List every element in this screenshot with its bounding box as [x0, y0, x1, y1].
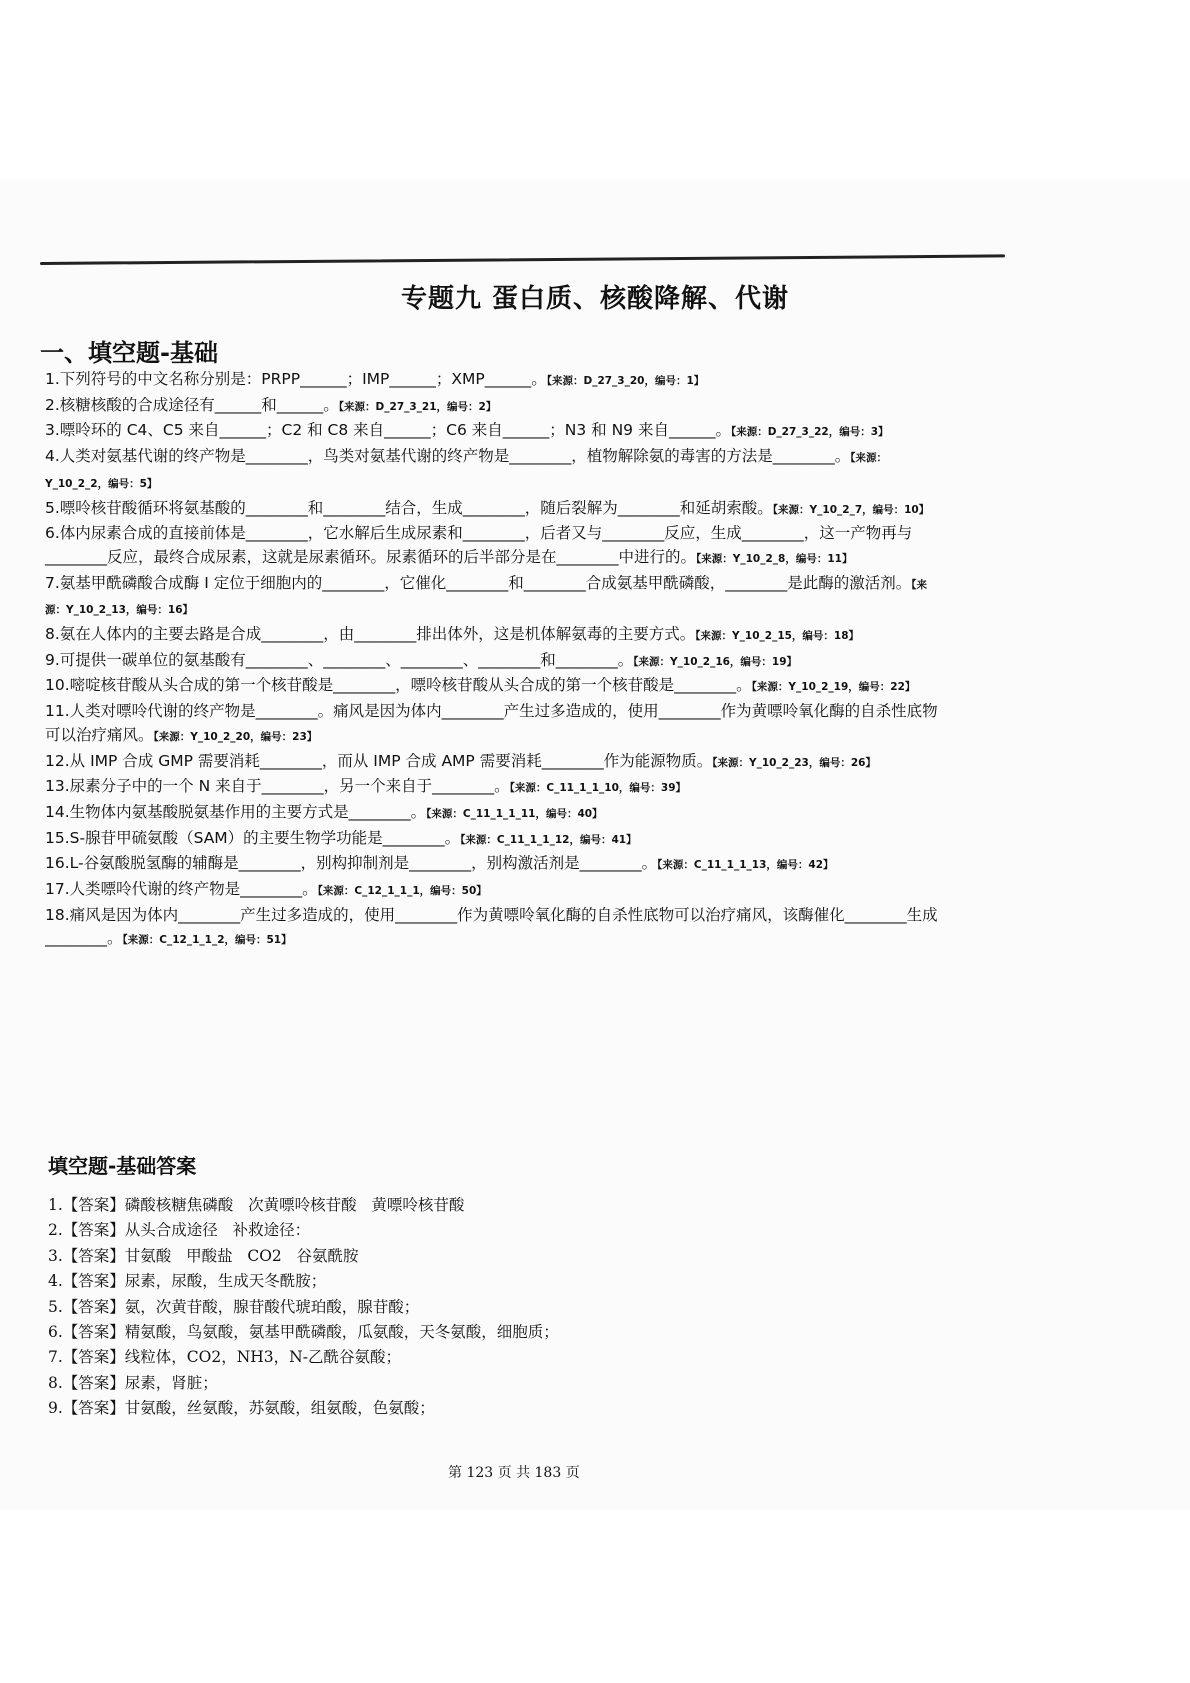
question-text: 14.生物体内氨基酸脱氨基作用的主要方式是________。 — [45, 802, 427, 821]
question-text: 3.嘌呤环的 C4、C5 来自______；C2 和 C8 来自______；C6 来自______；N3 和 N9 来自______。 — [45, 421, 731, 440]
answer-item: 9.【答案】甘氨酸，丝氨酸，苏氨酸，组氨酸，色氨酸； — [48, 1399, 435, 1418]
answer-item: 2.【答案】从头合成途径 补救途径： — [48, 1221, 311, 1240]
question-item — [45, 572, 943, 623]
question-text: 12.从 IMP 合成 GMP 需要消耗________，而从 IMP 合成 AMP 需要消耗________作为能源物质。 — [45, 751, 713, 770]
question-item — [45, 775, 943, 801]
question-source: 【来源：D_27_3_22，编号：3】 — [730, 426, 889, 439]
question-source: 【来源：D_27_3_20，编号：1】 — [546, 375, 705, 387]
page-title: 专题九 蛋白质、核酸降解、代谢 — [400, 284, 790, 314]
question-source: 【来源：C_11_1_1_12，编号：41】 — [460, 833, 637, 846]
question-text: 9.可提供一碳单位的氨基酸有________、________、________、________和________。 — [45, 650, 634, 669]
question-source: 【来源：C_12_1_1_1，编号：50】 — [317, 885, 487, 898]
question-item — [45, 419, 943, 445]
answer-item: 7.【答案】线粒体，CO2，NH3，N-乙酰谷氨酸； — [48, 1348, 401, 1367]
question-text: 17.人类嘌呤代谢的终产物是________。 — [45, 880, 318, 899]
question-text: 16.L-谷氨酸脱氢酶的辅酶是________，别构抑制剂是________，别构激活剂是________。 — [45, 854, 658, 873]
question-item — [45, 522, 943, 571]
question-item — [45, 801, 943, 827]
answer-item: 8.【答案】尿素，肾脏； — [48, 1373, 218, 1392]
question-source: 【来源：Y_10_2_20，编号：23】 — [153, 730, 318, 743]
answer-item: 4.【答案】尿素，尿酸，生成天冬酰胺； — [48, 1272, 327, 1291]
question-item — [45, 827, 943, 853]
answer-item: 3.【答案】甘氨酸 甲酸盐 CO2 谷氨酰胺 — [48, 1246, 359, 1265]
question-source: 【来源：Y_10_2_8，编号：11】 — [696, 552, 853, 565]
question-item — [45, 368, 943, 394]
question-item — [45, 623, 943, 649]
section-heading: 一、填空题-基础 — [40, 339, 218, 367]
question-source: 【来源：C_12_1_1_2，编号：51】 — [122, 934, 292, 947]
question-text: 4.人类对氨基代谢的终产物是________，鸟类对氨基代谢的终产物是________，植物解除氨的毒害的方法是________。 — [45, 447, 851, 466]
answer-item: 6.【答案】精氨酸，鸟氨酸，氨基甲酰磷酸，瓜氨酸，天冬氨酸，细胞质； — [48, 1323, 559, 1342]
question-source: 【来源：C_11_1_1_13，编号：42】 — [657, 859, 834, 872]
answers-heading: 填空题-基础答案 — [48, 1154, 197, 1178]
question-source: 【来源：Y_10_2_13，编号：16】 — [45, 578, 927, 617]
question-text: 10.嘧啶核苷酸从头合成的第一个核苷酸是________，嘌呤核苷酸从头合成的第一个核苷酸是________。 — [45, 676, 752, 695]
question-list — [45, 368, 943, 953]
page-footer: 第 123 页 共 183 页 — [448, 1465, 580, 1481]
question-source: 【来源：Y_10_2_23，编号：26】 — [712, 756, 876, 769]
question-text: 2.核糖核酸的合成途径有______和______。 — [45, 395, 339, 414]
answer-item: 5.【答案】氨，次黄苷酸，腺苷酸代琥珀酸，腺苷酸； — [48, 1297, 420, 1316]
question-source: 【来源：Y_10_2_19，编号：22】 — [751, 681, 916, 694]
answer-list — [48, 1193, 559, 1422]
question-source: 【来源：Y_10_2_2，编号：5】 — [45, 452, 888, 490]
question-text: 7.氨基甲酰磷酸合成酶 I 定位于细胞内的________，它催化________和________合成氨基甲酰磷酸，________是此酶的激活剂。 — [45, 573, 912, 592]
question-text: 6.体内尿素合成的直接前体是________，它水解后生成尿素和________，后者又与________反应，生成________，这一产物再与________反应，最终合成尿素，这就是尿素循环。尿素循环的后半部分是在________中进行的。 — [45, 524, 913, 566]
question-text: 5.嘌呤核苷酸循环将氨基酸的________和________结合，生成________，随后裂解为________和延胡索酸。 — [45, 498, 773, 517]
question-item — [45, 649, 943, 675]
question-source: 【来源：C_11_1_1_10，编号：39】 — [509, 782, 687, 795]
question-source: 【来源：Y_10_2_7，编号：10】 — [772, 503, 930, 516]
question-item — [45, 750, 943, 776]
question-item — [45, 904, 943, 953]
question-source: 【来源：Y_10_2_15，编号：18】 — [695, 630, 860, 643]
question-item — [45, 852, 943, 878]
question-item — [45, 878, 943, 904]
question-text: 11.人类对嘌呤代谢的终产物是________。痛风是因为体内________产生过多造成的，使用________作为黄嘌呤氧化酶的自杀性底物可以治疗痛风。 — [45, 702, 938, 744]
question-text: 18.痛风是因为体内________产生过多造成的，使用________作为黄嘌呤氧化酶的自杀性底物可以治疗痛风，该酶催化________生成________。 — [45, 905, 938, 948]
question-source: 【来源：C_11_1_1_11，编号：40】 — [426, 807, 603, 820]
answer-item: 1.【答案】磷酸核糖焦磷酸 次黄嘌呤核苷酸 黄嘌呤核苷酸 — [48, 1196, 465, 1214]
question-item — [45, 700, 943, 749]
question-item — [45, 394, 943, 420]
question-item — [45, 497, 943, 523]
question-source: 【来源：Y_10_2_16，编号：19】 — [633, 655, 798, 668]
question-text: 8.氨在人体内的主要去路是合成________，由________排出体外，这是机体解氨毒的主要方式。 — [45, 625, 696, 644]
question-item — [45, 445, 943, 496]
question-item — [45, 674, 943, 700]
question-source: 【来源：D_27_3_21，编号：2】 — [338, 400, 497, 413]
question-text: 1.下列符号的中文名称分别是：PRPP______；IMP______；XMP______。 — [45, 370, 547, 388]
question-text: 15.S-腺苷甲硫氨酸（SAM）的主要生物学功能是________。 — [45, 828, 461, 847]
question-text: 13.尿素分子中的一个 N 来自于________，另一个来自于________。 — [45, 777, 510, 796]
